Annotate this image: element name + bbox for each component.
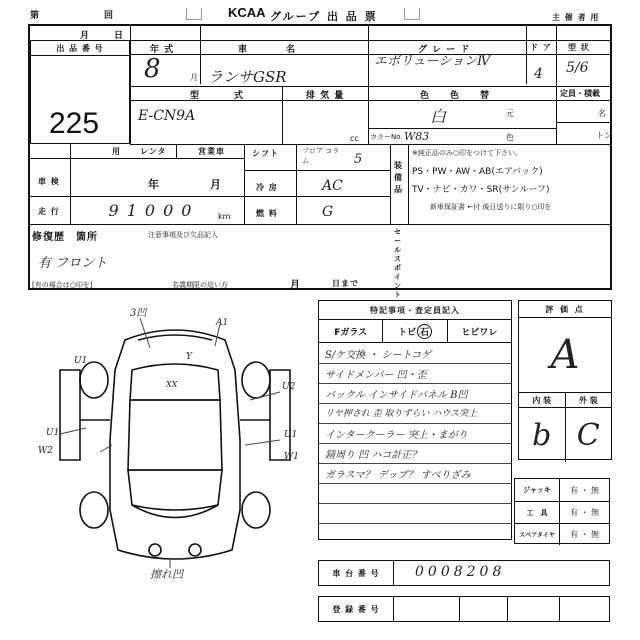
tool-row — [515, 502, 609, 524]
model-label: 型 式 — [190, 91, 246, 101]
spare-label: スペアタイヤ — [515, 524, 560, 545]
grade-label: グ レ ー ド — [418, 45, 471, 55]
glass-ishi: 石 — [417, 324, 432, 339]
interior-label: 内 装 — [519, 393, 566, 407]
mark-u2: U2 — [282, 382, 296, 392]
glass-tobi: トビ — [397, 327, 416, 338]
dai-label: 第 — [30, 11, 41, 21]
doors-value: 4 — [534, 66, 543, 82]
mark-u1-left: U1 — [46, 428, 60, 438]
checkbox-mark — [186, 8, 202, 20]
glass-row — [319, 320, 511, 343]
sales-point-label: セールスポイント — [394, 228, 401, 299]
fuel-label: 燃 料 — [256, 209, 278, 218]
note-line-4: リヤ押され 歪 取りずらい ハウス突上 — [325, 409, 478, 419]
mark-u1-right: U1 — [284, 430, 298, 440]
chassis-value: 0008208 — [415, 564, 506, 580]
tool-option: 有 ・ 無 — [569, 508, 600, 517]
mileage-digits — [74, 198, 234, 222]
lot-number: 225 — [49, 107, 100, 140]
color-original: 元 — [506, 109, 514, 118]
notes-header: 特記事項・査定員記入 — [319, 301, 511, 320]
mark-w2: W2 — [38, 446, 53, 456]
sponsor-label: 主 催 者 用 — [552, 13, 600, 22]
capacity-label: 定員・積載 — [560, 89, 600, 98]
doors-label: ド ア — [530, 43, 552, 52]
glass-label: Fガラス — [319, 320, 383, 342]
year-label: 年 式 — [150, 45, 175, 55]
deadline-day: 日まで — [332, 279, 359, 288]
inspection-label: 車 検 — [38, 177, 60, 186]
lot-box — [30, 40, 130, 144]
color-no-value: W83 — [404, 130, 430, 143]
shift-value: フロア コラム — [302, 147, 340, 165]
mark-u1-top: U1 — [74, 356, 88, 366]
model-value: E-CN9A — [138, 108, 196, 124]
accessories-box — [514, 478, 610, 544]
usage-label: 用 — [112, 147, 121, 156]
mileage-label: 走 行 — [38, 207, 60, 216]
note-line-1: S/ケ交換 ・ シートコゲ — [325, 350, 432, 361]
inspection-month-unit: 月 — [210, 178, 222, 191]
spare-option: 有 ・ 無 — [569, 530, 600, 539]
brand-logo: KCAA — [228, 5, 266, 20]
diagram-caption: 擦れ凹 — [150, 568, 183, 581]
mark-w1: W1 — [284, 452, 299, 462]
grade-box — [518, 300, 612, 460]
color-change: 色 — [506, 133, 514, 142]
exterior-value: C — [576, 417, 600, 453]
grade-value: A — [519, 318, 611, 393]
commercial-label: 営業車 — [198, 147, 225, 156]
exterior-label: 外 装 — [578, 395, 598, 405]
ac-label: 冷 房 — [256, 183, 278, 192]
equipment-note: ※純正品のみ○印をつけて下さい。 — [412, 149, 522, 157]
grade-value: エボリューションⅣ — [374, 54, 491, 69]
year-value: 8 — [144, 54, 161, 84]
km-unit: km — [218, 212, 231, 221]
repair-value: 有 フロント — [38, 256, 108, 271]
repair-label: 修復歴 箇所 — [32, 232, 98, 243]
equipment-line2: TV・ナビ・カワ・SR(サンルーフ) — [412, 185, 550, 195]
note-line-5: インタークーラー 突上・まがり — [325, 430, 468, 441]
ac-value: AC — [322, 178, 343, 194]
repair-footnote: [有の場合は○印を] — [32, 281, 93, 289]
notes-box — [318, 300, 512, 540]
equipment-line3: 新車保証書 ←付 後日送りに限り○印を — [430, 203, 552, 211]
year-unit: 月 — [190, 73, 198, 82]
displacement-unit: cc — [350, 134, 359, 143]
note-line-3: バックル インサイドパネル B凹 — [325, 390, 468, 401]
day-label: 日 — [114, 31, 125, 41]
car-diagram — [40, 300, 310, 590]
equipment-side-label: 装備品 — [394, 161, 402, 194]
kai-label: 回 — [104, 11, 115, 21]
spare-row — [515, 524, 609, 545]
type-value: 5/6 — [566, 60, 589, 76]
registration-box — [318, 596, 610, 622]
glass-cell-2 — [383, 320, 447, 342]
fuel-value: G — [322, 204, 334, 220]
type-label: 型 状 — [568, 43, 590, 52]
mark-xx: XX — [166, 380, 178, 389]
car-name-value: ランサGSR — [208, 68, 287, 86]
rental-label: レンタ — [140, 147, 167, 156]
mark-a1: A1 — [216, 318, 229, 328]
registration-label: 登 録 番 号 — [319, 597, 394, 621]
deadline-month: 月 — [290, 280, 301, 291]
month-label: 月 — [80, 31, 91, 41]
form-title: グループ 出 品 票 — [270, 10, 378, 23]
inspection-year-unit: 年 — [148, 178, 160, 191]
mark-y: Y — [186, 352, 192, 362]
jack-option: 有 ・ 無 — [569, 485, 600, 495]
shift-num: 5 — [354, 152, 363, 167]
shift-label: シフト — [252, 149, 279, 158]
deadline-label: 名義期限の迫い方 — [172, 281, 228, 289]
displacement-label: 排 気 量 — [306, 91, 345, 101]
tool-label: 工 具 — [515, 502, 560, 523]
jack-row — [515, 479, 609, 502]
interior-value: b — [519, 408, 566, 462]
note-line-7: ガラスマ？ デップ？ すべりざみ — [325, 470, 471, 481]
checkbox-mark-2 — [404, 8, 420, 20]
grade-sub-values — [519, 408, 611, 462]
note-line-2: サイドメンバー 凹・歪 — [325, 370, 427, 381]
chassis-box — [318, 560, 610, 586]
color-value: 白 — [430, 107, 447, 126]
repair-sublabel: 注意事項及び欠品記入 — [148, 231, 218, 239]
persons-unit: 名 — [598, 109, 606, 118]
mark-front: 3凹 — [130, 308, 147, 319]
grade-subheader — [519, 393, 611, 408]
jack-label: ジャッキ — [515, 479, 560, 501]
equipment-line1: PS・PW・AW・AB(エアバック) — [412, 167, 543, 177]
chassis-label: 車 台 番 号 — [319, 561, 394, 585]
color-label: 色 色 替 — [420, 91, 491, 101]
color-no-label: カラーNo. — [370, 133, 403, 141]
note-line-6: 錆周り 凹 ハコ計正？ — [325, 450, 422, 461]
lot-label: 出 品 番 号 — [31, 41, 129, 56]
glass-hibiware: ヒビワレ — [461, 327, 498, 338]
car-name-label: 車 名 — [238, 45, 299, 55]
grade-label: 評 価 点 — [519, 301, 611, 318]
mileage-value: 91000 — [108, 200, 200, 220]
ton-unit: トン — [596, 131, 612, 140]
